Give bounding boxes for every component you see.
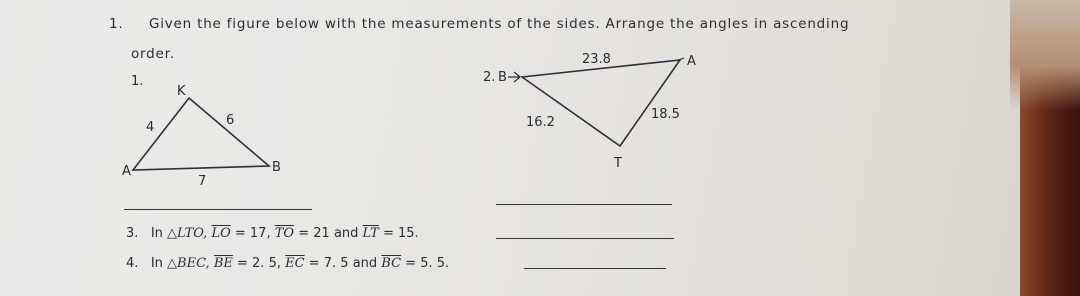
question-1-line1: Given the figure below with the measurements of the sides. Arrange the angles in ascending	[148, 16, 850, 32]
question-3-number: 3.	[126, 226, 139, 241]
value-lt: = 15.	[382, 226, 419, 241]
segment-to: $\overline{TO}$	[274, 226, 295, 241]
segment-bc: $\overline{BC}$	[381, 256, 402, 271]
side-at-length: 18.5	[651, 107, 680, 122]
figure-1-label: 1.	[131, 74, 144, 89]
segment-be: $\overline{BE}$	[213, 256, 233, 271]
vertex-k: K	[177, 84, 186, 99]
question-4-in: In	[150, 256, 163, 271]
value-bc: = 5. 5.	[405, 256, 450, 271]
answer-blank-4[interactable]	[524, 268, 666, 269]
vertex-b2: B	[498, 70, 507, 85]
segment-lt: $\overline{LT}$	[362, 226, 379, 241]
figure-2-label: 2.	[483, 70, 496, 85]
question-3-in: In	[150, 226, 163, 241]
question-3-triangle: △LTO,	[167, 226, 208, 241]
vertex-b: B	[272, 160, 281, 175]
side-ak-length: 4	[146, 120, 155, 135]
question-4-and: and	[352, 256, 378, 271]
vertex-t: T	[614, 156, 622, 171]
answer-blank-1[interactable]	[124, 209, 312, 210]
triangle-bat	[522, 60, 680, 146]
question-4-triangle: △BEC,	[167, 256, 210, 271]
question-4-text	[126, 256, 449, 271]
question-1-number: 1.	[109, 16, 124, 32]
arrow-b-icon	[508, 72, 520, 82]
value-lo: = 17,	[234, 226, 271, 241]
vertex-a2: A	[687, 54, 696, 69]
question-3-and: and	[333, 226, 359, 241]
vertex-a: A	[122, 164, 131, 179]
value-be: = 2. 5,	[237, 256, 281, 271]
answer-blank-3[interactable]	[496, 238, 674, 239]
question-4-number: 4.	[126, 256, 139, 271]
value-ec: = 7. 5	[308, 256, 349, 271]
value-to: = 21	[298, 226, 330, 241]
segment-lo: $\overline{LO}$	[211, 226, 231, 241]
question-1-line2: order.	[131, 46, 175, 62]
side-ab-length: 7	[198, 174, 207, 189]
side-ba-length: 23.8	[582, 52, 611, 67]
segment-ec: $\overline{EC}$	[285, 256, 305, 271]
question-3-text	[126, 226, 419, 241]
side-kb-length: 6	[226, 113, 235, 128]
answer-blank-2[interactable]	[496, 204, 672, 205]
side-bt-length: 16.2	[526, 115, 555, 130]
